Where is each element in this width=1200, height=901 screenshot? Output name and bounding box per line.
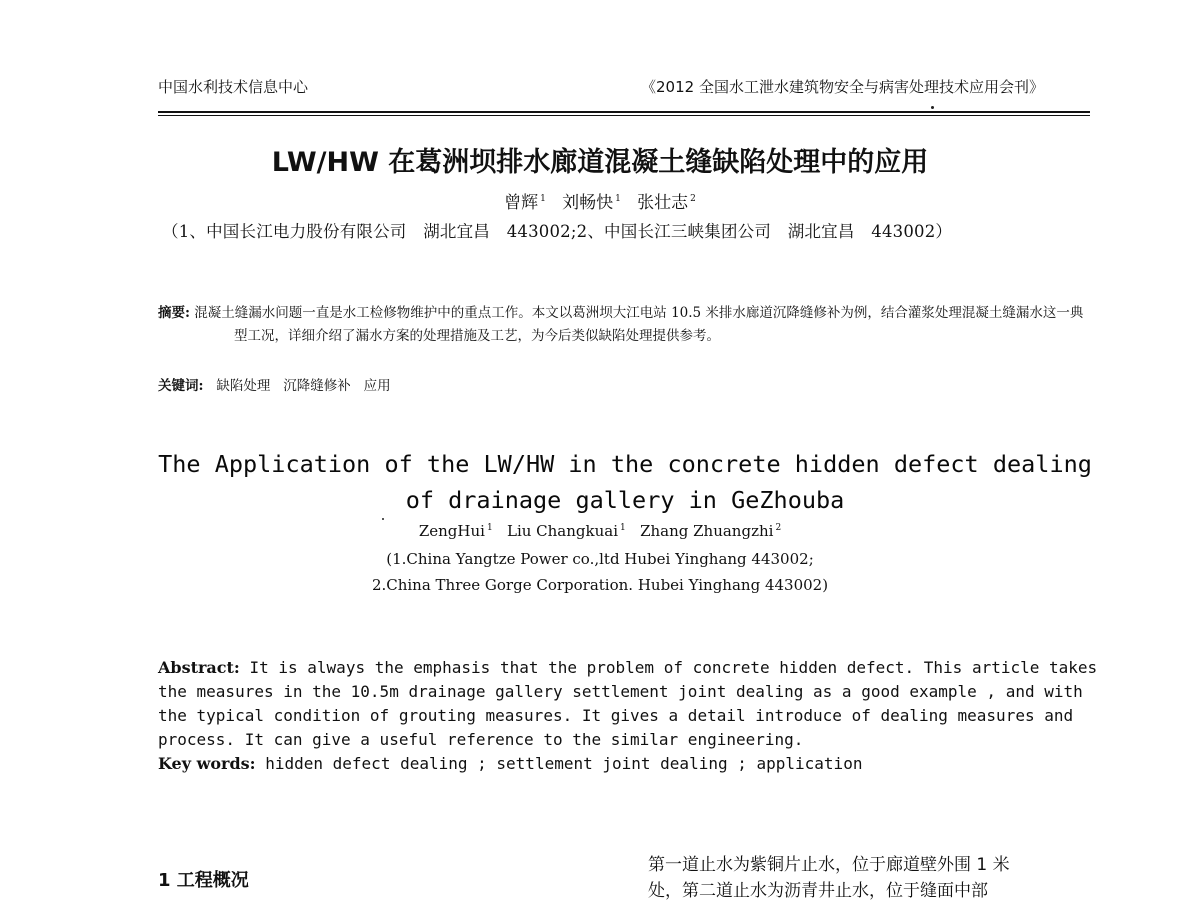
header-left: 中国水利技术信息中心: [158, 78, 309, 96]
title-en: The Application of the LW/HW in the concrete hidden defect dealing of drainage gallery in GeZhouba: [158, 450, 1092, 514]
keywords-cn: [158, 374, 391, 394]
author-en: Zhang Zhuangzhi $^2$: [640, 522, 782, 540]
scan-speck: [931, 106, 934, 109]
keyword-cn: 缺陷处理: [216, 378, 271, 394]
keyword-cn: 应用: [363, 378, 391, 394]
keywords-en-text: hidden defect dealing ; settlement joint dealing ; application: [265, 754, 863, 773]
abstract-cn-label: 摘要:: [158, 305, 190, 321]
author-en: Liu Changkuai $^1$: [506, 522, 626, 540]
authors-cn: [0, 188, 1200, 213]
author-en: ZengHui $^1$: [418, 522, 493, 540]
title-cn: LW/HW 在葛洲坝排水廊道混凝土缝缺陷处理中的应用: [271, 147, 929, 178]
keywords-cn-label: 关键词:: [158, 378, 204, 394]
keywords-en-label: Key words:: [158, 754, 256, 773]
authors-en: [0, 522, 1200, 540]
column2-text-next: 处，第二道止水为沥青井止水，位于缝面中部: [648, 881, 988, 901]
author-cn: 张壮志 $^2$: [637, 193, 696, 213]
header-right: 《2012 全国水工泄水建筑物安全与病害处理技术应用会刊》: [641, 78, 1044, 96]
affiliation-en-line: 2.China Three Gorge Corporation. Hubei Yinghang 443002): [371, 576, 829, 594]
abstract-cn: [158, 302, 1092, 348]
author-cn: 刘畅快 $^1$: [562, 193, 621, 213]
section-heading: 1 工程概况: [158, 870, 249, 891]
affiliation-cn: （1、中国长江电力股份有限公司 湖北宜昌 443002;2、中国长江三峡集团公司 湖北宜昌 443002）: [162, 222, 953, 241]
header-rule: [158, 111, 1090, 113]
author-cn: 曾辉 $^1$: [504, 193, 546, 213]
abstract-en-label: Abstract:: [158, 658, 240, 677]
header-rule-thin: [158, 115, 1090, 116]
affiliation-en-line: (1.China Yangtze Power co.,ltd Hubei Yinghang 443002;: [386, 550, 814, 568]
keyword-cn: 沉降缝修补: [283, 378, 351, 394]
abstract-en: [158, 656, 1098, 776]
scan-speck: [382, 518, 384, 520]
abstract-cn-text: 混凝土缝漏水问题一直是水工检修物维护中的重点工作。本文以葛洲坝大江电站 10.5 米排水廊道沉降缝修补为例，结合灌浆处理混凝土缝漏水这一典型工况，详细介绍了漏水方案的处理措施及工艺，为今后类似缺陷处理提供参考。: [194, 305, 1084, 344]
column2-text: 第一道止水为紫铜片止水，位于廊道壁外围 1 米: [648, 855, 1010, 875]
abstract-en-text: It is always the emphasis that the problem of concrete hidden defect. This article takes the measures in the 10.5m drainage gallery settlement joint dealing as a good example , and with the typical condition of grouting measures. It gives a detail introduce of dealing measures and process. It can give a useful reference to the similar engineering.: [158, 658, 1098, 749]
